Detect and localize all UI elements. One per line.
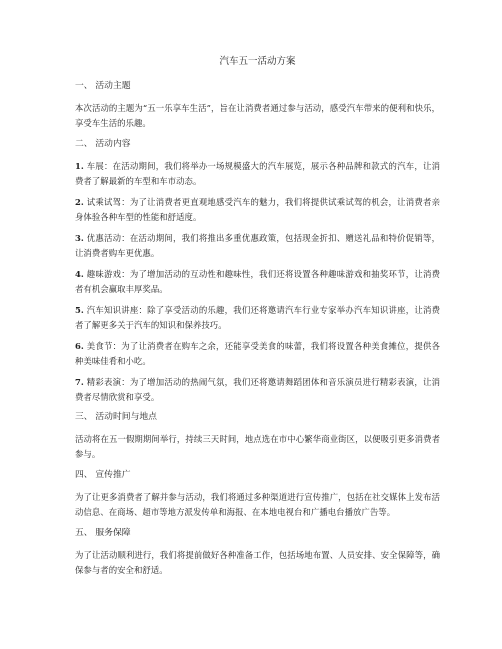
item-number: 1. (75, 161, 84, 171)
item-number: 2. (75, 197, 84, 207)
item-text: 优惠活动：在活动期间，我们将推出多重优惠政策，包括现金折扣、赠送礼品和特价促销等，让消费者购车更优惠。 (75, 233, 440, 258)
list-item (75, 231, 440, 260)
document-title: 汽车五一活动方案 (219, 56, 296, 67)
item-text: 汽车知识讲座：除了享受活动的乐趣，我们还将邀请汽车行业专家举办汽车知识讲座，让消费者了解更多关于汽车的知识和保养技巧。 (75, 305, 440, 330)
item-number: 3. (75, 233, 84, 243)
item-text: 车展：在活动期间，我们将举办一场规模盛大的汽车展览，展示各种品牌和款式的汽车，让消费者了解最新的车型和车市动态。 (75, 161, 440, 186)
section-heading-theme: 一、 活动主题 (75, 81, 131, 91)
item-number: 6. (75, 341, 84, 351)
section-paragraph-service: 为了让活动顺利进行，我们将提前做好各种准备工作，包括场地布置、人员安排、安全保障等，确保参与者的安全和舒适。 (75, 550, 440, 575)
section-heading-content: 二、 活动内容 (75, 139, 131, 149)
item-number: 5. (75, 305, 84, 315)
item-number: 7. (75, 377, 84, 387)
list-item (75, 195, 440, 224)
list-item (75, 375, 440, 404)
item-text: 精彩表演：为了增加活动的热闹气氛，我们还将邀请舞蹈团体和音乐演员进行精彩表演，让消费者尽情欣赏和享受。 (75, 377, 440, 402)
section-heading-service: 五、 服务保障 (75, 528, 131, 538)
list-item (75, 267, 440, 296)
section-paragraph-time-location: 活动将在五一假期期间举行，持续三天时间，地点选在市中心繁华商业街区，以便吸引更多消费者参与。 (75, 434, 440, 459)
item-text: 美食节：为了让消费者在购车之余，还能享受美食的味蕾，我们将设置各种美食摊位，提供各种美味佳肴和小吃。 (75, 341, 440, 366)
list-item (75, 303, 440, 332)
section-heading-time-location: 三、 活动时间与地点 (75, 412, 157, 422)
list-item (75, 159, 440, 188)
item-number: 4. (75, 269, 84, 279)
item-text: 趣味游戏：为了增加活动的互动性和趣味性，我们还将设置各种趣味游戏和抽奖环节，让消费者有机会赢取丰厚奖品。 (75, 269, 440, 294)
item-text: 试乘试驾：为了让消费者更直观地感受汽车的魅力，我们将提供试乘试驾的机会，让消费者亲身体验各种车型的性能和舒适度。 (75, 197, 440, 222)
section-heading-promotion: 四、 宣传推广 (75, 470, 131, 480)
section-paragraph-promotion: 为了让更多消费者了解并参与活动，我们将通过多种渠道进行宣传推广，包括在社交媒体上发布活动信息、在商场、超市等地方派发传单和海报、在本地电视台和广播电台播放广告等。 (75, 492, 440, 517)
section-paragraph-theme: 本次活动的主题为“五一乐享车生活”，旨在让消费者通过参与活动，感受汽车带来的便利和快乐，享受车生活的乐趣。 (75, 103, 440, 128)
list-item (75, 339, 440, 368)
